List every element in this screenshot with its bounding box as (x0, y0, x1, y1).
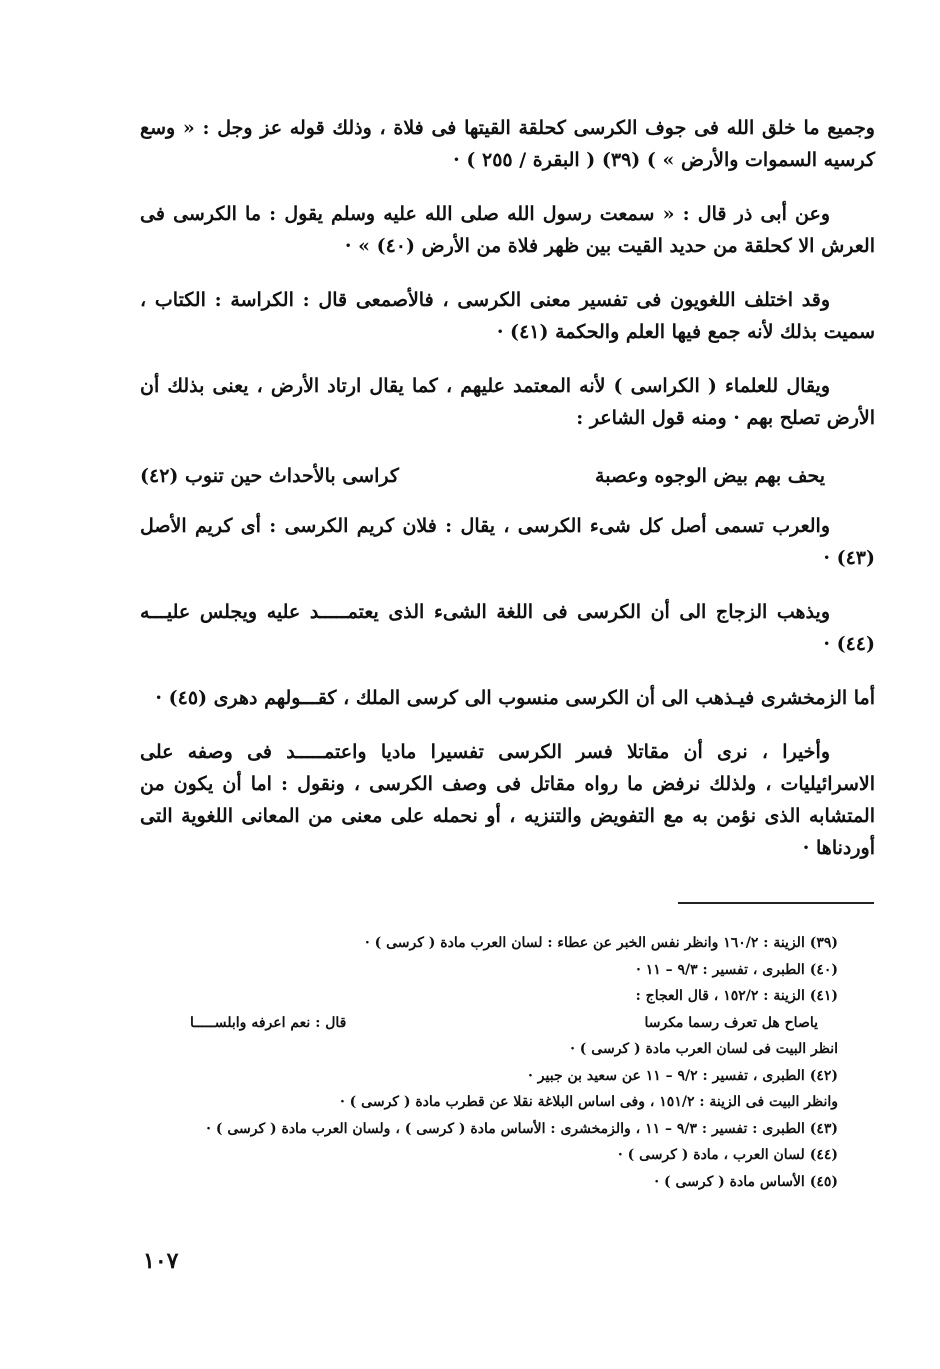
footnote-44: (٤٤) لسان العرب ، مادة ( كرسى ) · (617, 1147, 838, 1163)
verse-first-hemistich: يحف بهم بيض الوجوه وعصبة (595, 465, 825, 487)
poetry-verse (140, 460, 875, 492)
paragraph-5: والعرب تسمى أصل كل شىء الكرسى ، يقال : فلان كريم الكرسى : أى كريم الأصل (٤٣) · (140, 515, 875, 569)
paragraph-4: ويقال للعلماء ( الكراسى ) لأنه المعتمد عليهم ، كما يقال ارتاد الأرض ، يعنى بذلك أن الأرض تصلح بهم · ومنه قول الشاعر : (140, 375, 875, 429)
paragraph-6: ويذهب الزجاج الى أن الكرسى فى اللغة الشىء الذى يعتمـــــد عليه ويجلس عليـــه (٤٤) · (140, 601, 875, 655)
paragraph-7: أما الزمخشرى فيـذهب الى أن الكرسى منسوب الى كرسى الملك ، كقـــولهم دهرى (٤٥) · (155, 687, 875, 709)
footnotes (150, 930, 838, 1195)
footnote-41-source: انظر البيت فى لسان العرب مادة ( كرسى ) · (570, 1041, 838, 1057)
paragraph-1: وجميع ما خلق الله فى جوف الكرسى كحلقة القيتها فى فلاة ، وذلك قوله عز وجل : « وسع كرسيه السموات والأرض » ) (٣٩) ( البقرة / ٢٥٥ ) · (140, 117, 875, 171)
footnote-41: (٤١) الزينة : ١٥٢/٢ ، قال العجاج : (635, 988, 838, 1004)
footnote-verse-second: قال : نعم اعرفه وابلســـــا (190, 1014, 347, 1031)
footnote-verse (150, 1010, 838, 1037)
page-number: ١٠٧ (143, 1248, 179, 1274)
footnote-verse-first: ياصاح هل تعرف رسما مكرسا (644, 1014, 818, 1031)
paragraph-2: وعن أبى ذر قال : « سمعت رسول الله صلى الله عليه وسلم يقول : ما الكرسى فى العرش الا كحلقة من حديد القيت بين ظهر فلاة من الأرض (٤٠) » · (140, 203, 875, 257)
footnote-39: (٣٩) الزينة : ١٦٠/٢ وانظر نفس الخبر عن عطاء : لسان العرب مادة ( كرسى ) · (364, 935, 838, 951)
footnote-45: (٤٥) الأساس مادة ( كرسى ) · (654, 1173, 838, 1190)
footnote-42-source: وانظر البيت فى الزينة : ١٥١/٢ ، وفى اساس البلاغة نقلا عن قطرب مادة ( كرسى ) · (339, 1094, 838, 1110)
footnote-42: (٤٢) الطبرى ، تفسير : ٩/٢ – ١١ عن سعيد بن جبير · (528, 1067, 838, 1084)
paragraph-8: وأخيرا ، نرى أن مقاتلا فسر الكرسى تفسيرا ماديا واعتمـــــد فى وصفه على الاسرائيليات ، ولذلك نرفض ما رواه مقاتل فى وصف الكرسى ، ونقول : اما أن يكون من المتشابه الذى نؤمن به مع التفويض والتنزيه ، أو نحمله على معنى من المعانى اللغوية التى أوردناها · (140, 741, 875, 859)
footnote-separator (678, 902, 874, 904)
paragraph-3: وقد اختلف اللغويون فى تفسير معنى الكرسى ، فالأصمعى قال : الكراسة : الكتاب ، سميت بذلك لأنه جمع فيها العلم والحكمة (٤١) · (140, 289, 875, 343)
main-text (140, 112, 875, 886)
verse-second-hemistich: كراسى بالأحداث حين تنوب (٤٢) (140, 465, 399, 487)
footnote-43: (٤٣) الطبرى : تفسير : ٩/٣ – ١١ ، والزمخشرى : الأساس مادة ( كرسى ) ، ولسان العرب مادة ( كرسى ) · (206, 1120, 838, 1137)
footnote-40: (٤٠) الطبرى ، تفسير : ٩/٣ – ١١ · (635, 961, 838, 978)
